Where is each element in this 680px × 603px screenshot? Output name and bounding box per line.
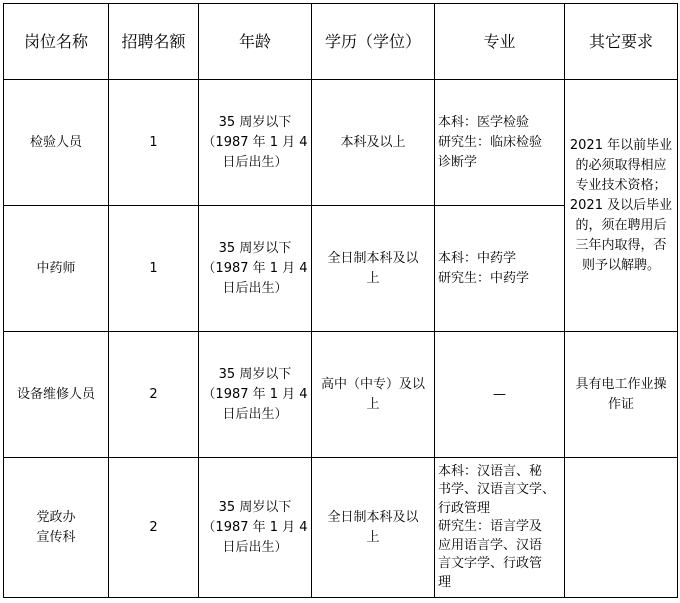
table-row [4,332,678,458]
header-position: 岗位名称 [4,4,109,80]
requirement-line: 具有电工作业操 [575,376,667,392]
education-cell [312,332,435,458]
count-cell: 1 [109,206,199,332]
recruitment-table [3,3,678,598]
age-cell [199,458,312,598]
education-line: 全日制本科及以 [327,509,419,525]
major-line: — [493,386,506,402]
age-line: （1987 年 1 月 4 [202,386,308,402]
age-cell [199,206,312,332]
header-education: 学历（学位） [312,4,435,80]
requirement-line: 则予以解聘。 [581,257,660,273]
position-line: 宣传科 [36,529,76,545]
major-line: 本科：医学检验 [438,114,530,130]
requirement-line: 三年内取得，否 [575,237,667,253]
other-requirements-cell [565,80,678,332]
header-other-requirements: 其它要求 [565,4,678,80]
education-line: 高中（中专）及以 [320,376,425,392]
header-major: 专业 [435,4,565,80]
major-line: 书学、汉语言文学、 [438,482,556,498]
age-cell [199,332,312,458]
requirement-line: 作证 [607,396,634,412]
table-row [4,458,678,598]
age-line: 日后出生） [222,280,288,296]
education-cell [312,458,435,598]
count-cell: 2 [109,458,199,598]
count-cell: 2 [109,332,199,458]
major-line: 理 [438,574,452,590]
table-row [4,80,678,206]
major-line: 本科：汉语言、秘 [438,463,543,479]
age-cell [199,80,312,206]
requirement-line: 2021 及以后毕业 [569,197,673,213]
header-age: 年龄 [199,4,312,80]
major-line: 本科：中药学 [438,250,517,266]
major-line: 行政管理 [438,500,491,516]
major-cell [435,80,565,206]
age-line: 35 周岁以下 [218,240,292,256]
major-cell [435,206,565,332]
header-count: 招聘名额 [109,4,199,80]
age-line: （1987 年 1 月 4 [202,134,308,150]
position-cell: 中药师 [4,206,109,332]
requirement-line: 的必须取得相应 [575,157,667,173]
requirement-line: 专业技术资格； [575,177,667,193]
major-line: 应用语言学、汉语 [438,537,543,553]
education-line: 上 [366,270,380,286]
other-requirements-cell [565,332,678,458]
age-line: （1987 年 1 月 4 [202,519,308,535]
requirement-line: 的，须在聘用后 [575,217,667,233]
age-line: 35 周岁以下 [218,114,292,130]
education-line: 上 [366,529,380,545]
requirement-line: 2021 年以前毕业 [569,137,673,153]
education-line: 上 [366,396,380,412]
education-cell [312,80,435,206]
age-line: 日后出生） [222,154,288,170]
other-requirements-cell [565,458,678,598]
position-cell [4,458,109,598]
position-line: 党政办 [36,509,76,525]
age-line: （1987 年 1 月 4 [202,260,308,276]
major-line: 研究生：语言学及 [438,519,543,535]
age-line: 日后出生） [222,539,288,555]
major-line: 诊断学 [438,154,478,170]
age-line: 35 周岁以下 [218,366,292,382]
position-cell: 设备维修人员 [4,332,109,458]
position-cell: 检验人员 [4,80,109,206]
header-row [4,4,678,80]
age-line: 日后出生） [222,406,288,422]
education-line: 全日制本科及以 [327,250,419,266]
major-cell [435,332,565,458]
education-line: 本科及以上 [340,134,406,150]
age-line: 35 周岁以下 [218,499,292,515]
education-cell [312,206,435,332]
major-line: 研究生：临床检验 [438,134,543,150]
major-line: 研究生：中药学 [438,270,530,286]
major-line: 言文字学、行政管 [438,556,543,572]
major-cell [435,458,565,598]
count-cell: 1 [109,80,199,206]
